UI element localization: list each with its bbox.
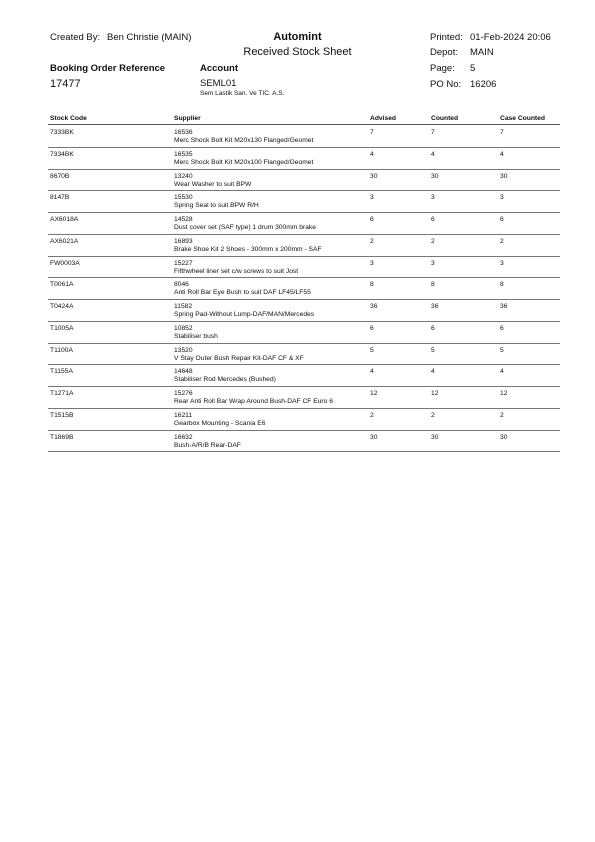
advised-qty: 2 <box>370 411 374 419</box>
counted-qty: 8 <box>431 281 435 289</box>
item-description: Wear Washer to suit BPW <box>174 180 252 188</box>
table-row <box>0 237 595 259</box>
advised-qty: 6 <box>370 216 374 223</box>
supplier-number: 16893 <box>174 237 193 245</box>
counted-qty: 4 <box>431 150 435 158</box>
advised-qty: 36 <box>370 303 378 310</box>
counted-qty: 6 <box>431 324 435 332</box>
col-counted: Counted <box>431 115 459 122</box>
po-label: PO No: <box>430 79 462 90</box>
table-row <box>0 433 595 455</box>
stock-code: T1869B <box>50 433 74 441</box>
advised-qty: 6 <box>370 324 374 332</box>
booking-ref-value: 17477 <box>50 78 81 90</box>
row-divider <box>48 364 560 365</box>
supplier-number: 14648 <box>174 368 193 376</box>
row-divider <box>48 343 560 344</box>
table-row <box>0 193 595 215</box>
advised-qty: 2 <box>370 237 374 245</box>
supplier-cell <box>174 194 259 210</box>
item-description: Gearbox Mounting - Scania E6 <box>174 419 266 427</box>
advised-qty: 30 <box>370 433 378 441</box>
case-counted-qty: 3 <box>500 194 504 202</box>
page-title: Received Stock Sheet <box>243 46 352 58</box>
supplier-cell <box>174 216 316 232</box>
counted-qty: 4 <box>431 368 435 376</box>
table-row <box>0 172 595 194</box>
supplier-cell <box>174 347 304 363</box>
supplier-cell <box>174 260 298 276</box>
supplier-cell <box>174 129 313 145</box>
page-label: Page: <box>430 63 455 74</box>
item-description: Spring Pad-Without Lump-DAF/MAN/Mercedes <box>174 311 315 318</box>
stock-code: 7334BK <box>50 150 74 158</box>
row-divider <box>48 169 560 170</box>
advised-qty: 3 <box>370 194 374 202</box>
supplier-number: 13520 <box>174 346 193 354</box>
counted-qty: 36 <box>431 303 439 310</box>
supplier-number: 8046 <box>174 281 189 289</box>
depot-label: Depot: <box>430 47 458 58</box>
supplier-cell <box>174 303 314 319</box>
supplier-cell <box>174 368 276 384</box>
row-divider <box>48 277 560 278</box>
item-description: Brake Shoe Kit 2 Shoes - 300mm x 200mm - SAF <box>174 245 322 253</box>
counted-qty: 2 <box>431 411 435 419</box>
item-description: Merc Shock Bolt Kit M20x130 Flanged/Geomet <box>174 137 314 144</box>
table-row <box>0 411 595 433</box>
supplier-cell <box>174 390 333 406</box>
po-number: 16206 <box>470 79 497 90</box>
advised-qty: 4 <box>370 368 374 376</box>
printed-value: 01-Feb-2024 20:06 <box>470 32 551 43</box>
case-counted-qty: 6 <box>500 216 504 223</box>
table-row <box>0 215 595 237</box>
counted-qty: 5 <box>431 346 435 354</box>
created-by-label: Created By: <box>50 32 101 43</box>
counted-qty: 3 <box>431 194 435 202</box>
case-counted-qty: 2 <box>500 237 504 245</box>
table-row <box>0 302 595 324</box>
case-counted-qty: 12 <box>500 390 508 397</box>
supplier-cell <box>174 281 311 297</box>
case-counted-qty: 6 <box>500 324 504 332</box>
row-divider <box>48 430 560 431</box>
item-description: Stabiliser Rod Mercedes (Bushed) <box>174 376 276 384</box>
row-divider <box>48 212 560 213</box>
item-description: V Stay Outer Bush Repair Kit-DAF CF & XF <box>174 354 304 362</box>
advised-qty: 5 <box>370 346 374 354</box>
counted-qty: 30 <box>431 433 439 441</box>
table-row <box>0 324 595 346</box>
case-counted-qty: 30 <box>500 172 508 180</box>
supplier-number: 16632 <box>174 433 193 441</box>
advised-qty: 3 <box>370 259 374 267</box>
counted-qty: 2 <box>431 237 435 245</box>
advised-qty: 7 <box>370 129 374 136</box>
stock-code: T1271A <box>50 390 74 397</box>
item-description: Fifthwheel liner set c/w screws to suit Jost <box>174 267 299 275</box>
item-description: Spring Seal to suit BPW R/H <box>174 202 259 210</box>
supplier-cell <box>174 151 313 167</box>
table-row <box>0 389 595 411</box>
supplier-number: 14528 <box>174 216 193 223</box>
table-row <box>0 280 595 302</box>
case-counted-qty: 2 <box>500 411 504 419</box>
case-counted-qty: 3 <box>500 259 504 267</box>
table-row <box>0 128 595 150</box>
stock-table-body <box>0 128 595 454</box>
supplier-number: 11582 <box>174 303 193 310</box>
stock-code: AX6021A <box>50 237 79 245</box>
row-divider <box>48 386 560 387</box>
table-row <box>0 150 595 172</box>
supplier-number: 15276 <box>174 390 193 397</box>
counted-qty: 3 <box>431 259 435 267</box>
advised-qty: 4 <box>370 150 374 158</box>
stock-code: T1515B <box>50 411 74 419</box>
booking-ref-label: Booking Order Reference <box>50 63 166 74</box>
col-supplier: Supplier <box>174 115 201 122</box>
table-row <box>0 346 595 368</box>
stock-code: 8147B <box>50 194 70 202</box>
company-name: Automint <box>273 31 322 43</box>
supplier-number: 16535 <box>174 150 193 158</box>
supplier-cell <box>174 412 265 428</box>
stock-code: T1155A <box>50 368 73 376</box>
case-counted-qty: 5 <box>500 346 504 354</box>
row-divider <box>48 451 560 452</box>
advised-qty: 30 <box>370 172 378 180</box>
col-advised: Advised <box>370 115 397 122</box>
created-by-value: Ben Christie (MAIN) <box>107 32 192 43</box>
account-name: Sem Lastik San. Ve TIC. A.S. <box>200 90 285 97</box>
stock-code: 8670B <box>50 172 70 180</box>
account-code: SEML01 <box>200 78 237 89</box>
stock-code: T1100A <box>50 346 73 354</box>
table-row <box>0 367 595 389</box>
header-rule <box>48 124 560 125</box>
printed-label: Printed: <box>430 32 463 43</box>
row-divider <box>48 321 560 322</box>
stock-code: T0061A <box>50 281 74 289</box>
row-divider <box>48 190 560 191</box>
row-divider <box>48 256 560 257</box>
advised-qty: 12 <box>370 390 378 397</box>
stock-code: T1005A <box>50 324 74 332</box>
supplier-cell <box>174 173 251 189</box>
supplier-number: 13240 <box>174 172 193 180</box>
counted-qty: 7 <box>431 129 435 136</box>
counted-qty: 6 <box>431 216 435 223</box>
case-counted-qty: 30 <box>500 433 508 441</box>
counted-qty: 30 <box>431 172 439 180</box>
col-case-counted: Case Counted <box>500 115 545 122</box>
item-description: Bush-A/R/B Rear-DAF <box>174 441 241 449</box>
supplier-cell <box>174 238 322 254</box>
row-divider <box>48 234 560 235</box>
row-divider <box>48 147 560 148</box>
col-stock-code: Stock Code <box>50 115 87 122</box>
case-counted-qty: 36 <box>500 303 508 310</box>
supplier-cell <box>174 434 241 450</box>
stock-code: T0424A <box>50 303 74 310</box>
table-row <box>0 259 595 281</box>
case-counted-qty: 7 <box>500 129 504 136</box>
account-label: Account <box>200 63 238 74</box>
row-divider <box>48 408 560 409</box>
supplier-number: 10852 <box>174 324 193 332</box>
stock-code: 7333BK <box>50 129 74 136</box>
case-counted-qty: 8 <box>500 281 504 289</box>
case-counted-qty: 4 <box>500 368 504 376</box>
item-description: Merc Shock Bolt Kit M20x100 Flanged/Geomet <box>174 158 314 166</box>
item-description: Rear Anti Roll Bar Wrap Around Bush-DAF CF Euro 6 <box>174 398 333 405</box>
row-divider <box>48 299 560 300</box>
depot-value: MAIN <box>470 47 494 58</box>
supplier-cell <box>174 325 218 341</box>
supplier-number: 15227 <box>174 259 193 267</box>
supplier-number: 16536 <box>174 129 193 136</box>
stock-code: AX6018A <box>50 216 79 223</box>
stock-code: FW0003A <box>50 259 80 267</box>
counted-qty: 12 <box>431 390 439 397</box>
case-counted-qty: 4 <box>500 150 504 158</box>
item-description: Stabiliser bush <box>174 332 218 340</box>
item-description: Anti Roll Bar Eye Bush to suit DAF LF45/LF55 <box>174 289 311 297</box>
item-description: Dust cover set (SAF type) 1 drum 300mm brake <box>174 224 316 231</box>
page-number: 5 <box>470 63 476 74</box>
supplier-number: 16211 <box>174 411 193 419</box>
supplier-number: 15530 <box>174 194 193 202</box>
advised-qty: 8 <box>370 281 374 289</box>
